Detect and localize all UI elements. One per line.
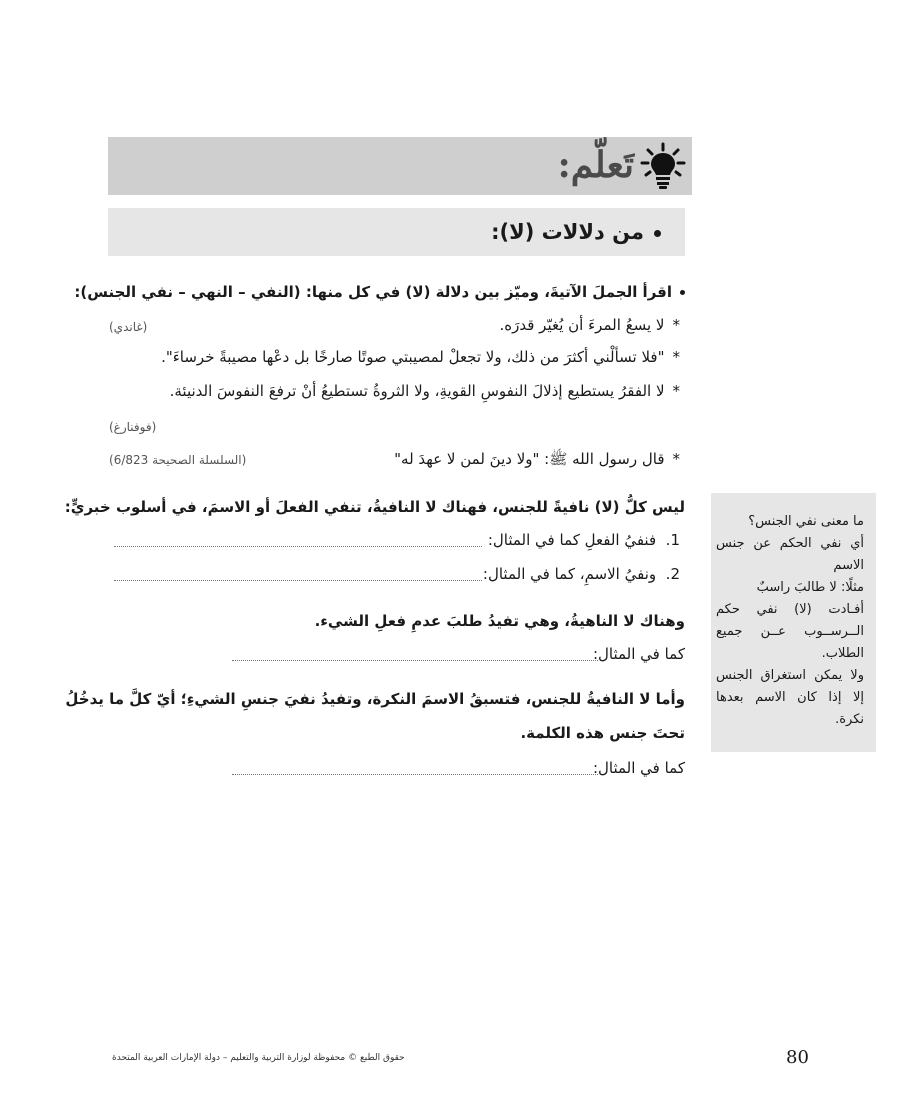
learn-header-band	[108, 137, 692, 195]
rule-not-all: ليس كلُّ (لا) نافيةً للجنس، فهناك لا النافيةُ، تنفي الفعلَ أو الاسمَ، في أسلوب خبريٍّ:	[64, 498, 685, 516]
side-note-line: أي نفي الحكم عن جنس الاسم	[716, 536, 864, 573]
section-title: من دلالات (لا):	[491, 218, 661, 246]
answer-line-3[interactable]	[232, 646, 598, 661]
copyright-notice: حقوق الطبع © محفوظة لوزارة التربية والتعليم – دولة الإمارات العربية المتحدة	[112, 1053, 405, 1063]
rule-nafiya-line2: تحتَ جنس هذه الكلمة.	[520, 724, 685, 742]
side-note-text	[716, 511, 864, 731]
example-label-nafiya: كما في المثال:	[592, 759, 685, 777]
example-label-nahiya: كما في المثال:	[592, 645, 685, 663]
source-1: (غاندي)	[109, 320, 148, 334]
section-band	[108, 208, 685, 256]
answer-line-1[interactable]	[114, 532, 482, 547]
answer-line-2[interactable]	[114, 566, 482, 581]
sentence-3: *لا الفقرُ يستطيع إذلالَ النفوسِ القويةِ، ولا الثروةُ تستطيعُ أنْ ترفعَ النفوسَ الدنيئة.	[169, 382, 680, 400]
bullet-icon	[654, 230, 661, 237]
bullet-icon	[680, 290, 685, 295]
page-number: 80	[786, 1047, 809, 1068]
side-note-line: ولا يمكن استغراق الجنس إلا إذا كان الاسم بعدها نكرة.	[716, 668, 864, 727]
rule-item-1: 1. فنفيُ الفعلِ كما في المثال:	[487, 531, 680, 549]
lightbulb-icon	[638, 141, 688, 191]
sentence-1: *لا يسعُ المرءَ أن يُغيّر قدرَه.	[499, 316, 680, 334]
answer-line-4[interactable]	[232, 760, 598, 775]
side-note-line: مثلًا: لا طالبَ راسبٌ	[756, 580, 864, 595]
instruction: اقرأ الجملَ الآتيةَ، وميّز بين دلالة (لا) في كل منها: (النفي – النهي – نفي الجنس):	[74, 281, 685, 303]
side-note-box	[711, 493, 876, 752]
rule-nahiya: وهناك لا الناهيةُ، وهي تفيدُ طلبَ عدمِ فعلِ الشيء.	[314, 612, 685, 630]
learn-title: تَعلّم:	[557, 144, 634, 186]
side-note-line: أفـادت (لا) نفي حكم الــرســوب عــن جميع الطلاب.	[716, 602, 864, 661]
sentence-2: *"فلا تسألْني أكثرَ من ذلك، ولا تجعلْ لمصيبتي صوتًا صارخًا بل دعْها مصيبةً خرساءَ".	[161, 348, 680, 366]
source-4: (السلسلة الصحيحة 6/823)	[109, 453, 247, 467]
rule-nafiya-line1: وأما لا النافيةُ للجنس، فتسبقُ الاسمَ النكرة، وتفيدُ نفيَ جنسِ الشيءِ؛ أيّ كلَّ ما يدخُلُ	[65, 690, 685, 708]
source-3: (فوفنارغ)	[109, 420, 157, 434]
sentence-4: *قال رسول الله ﷺ: "ولا دينَ لمن لا عهدَ له"	[394, 450, 680, 468]
rule-item-2: 2. ونفيُ الاسمِ، كما في المثال:	[482, 565, 680, 583]
side-note-line: ما معنى نفي الجنس؟	[748, 514, 864, 529]
